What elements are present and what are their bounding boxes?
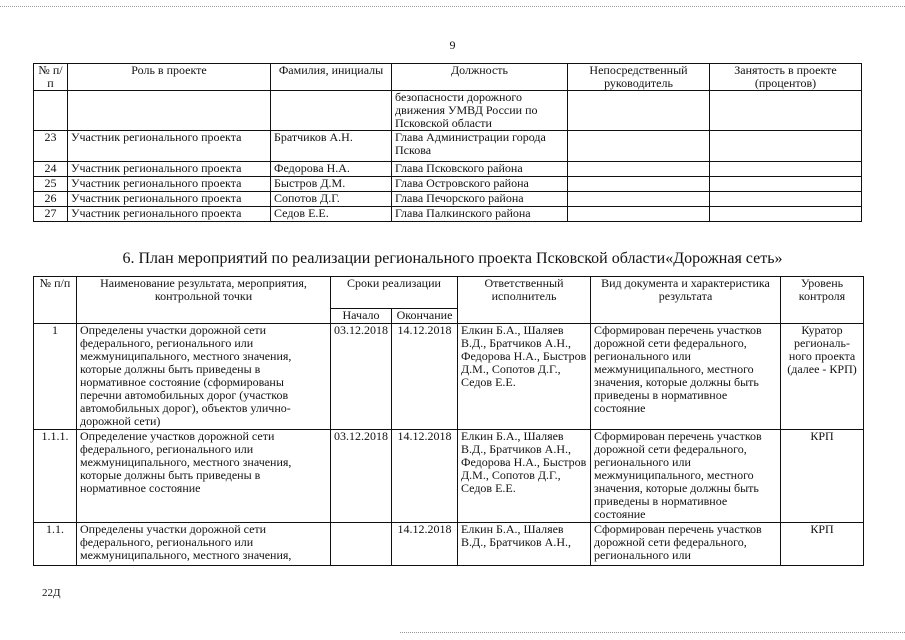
cell-end: 14.12.2018 bbox=[392, 523, 458, 566]
cell-name bbox=[77, 523, 331, 566]
cell-supervisor bbox=[568, 207, 710, 222]
cell-num: 27 bbox=[34, 207, 68, 222]
t2-header-num: № п/п bbox=[34, 277, 77, 324]
cell-num: 1.1. bbox=[34, 523, 77, 566]
cell-supervisor bbox=[568, 162, 710, 177]
project-participants-table bbox=[33, 63, 862, 222]
cell-name: Братчиков А.Н. bbox=[271, 131, 392, 162]
cell-name bbox=[271, 91, 392, 131]
cell-position: Глава Палкинского района bbox=[392, 207, 568, 222]
cell-start bbox=[331, 523, 392, 566]
cell-end: 14.12.2018 bbox=[392, 324, 458, 430]
section-title: 6. План мероприятий по реализации регионального проекта Псковской области«Дорожная сеть» bbox=[122, 250, 783, 267]
cell-role: Участник регионального проекта bbox=[68, 177, 271, 192]
cell-executor bbox=[458, 523, 591, 566]
cell-end: 14.12.2018 bbox=[392, 430, 458, 523]
footer-code: 22Д bbox=[42, 587, 61, 599]
t2-header-doc: Вид документа и характеристика результата bbox=[591, 277, 781, 324]
cell-doc: Сформирован перечень участков дорожной сети федерального, регионального или межмуниципального, местного значения, которые должны быть приведены в нормативное состояние bbox=[591, 430, 781, 523]
t2-header-end: Окончание bbox=[392, 309, 458, 324]
cell-doc bbox=[591, 523, 781, 566]
page-number: 9 bbox=[449, 38, 456, 52]
cell-employment bbox=[710, 131, 862, 162]
t1-header-position: Должность bbox=[392, 64, 568, 91]
cell-position: Глава Островского района bbox=[392, 177, 568, 192]
cell-employment bbox=[710, 162, 862, 177]
table-row bbox=[34, 207, 862, 222]
cell-name: Сопотов Д.Г. bbox=[271, 192, 392, 207]
table-row bbox=[34, 131, 862, 162]
cell-start: 03.12.2018 bbox=[331, 324, 392, 430]
cell-role bbox=[68, 91, 271, 131]
bottom-scan-edge bbox=[400, 632, 905, 633]
cell-position: Глава Администрации города Пскова bbox=[392, 131, 568, 162]
cell-employment bbox=[710, 192, 862, 207]
cell-supervisor bbox=[568, 91, 710, 131]
cell-num: 26 bbox=[34, 192, 68, 207]
cell-position: безопасности дорожного движения УМВД России по Псковской области bbox=[392, 91, 568, 131]
cell-name bbox=[77, 430, 331, 523]
table-row bbox=[34, 523, 864, 566]
cell-start: 03.12.2018 bbox=[331, 430, 392, 523]
cell-position: Глава Псковского района bbox=[392, 162, 568, 177]
action-plan-table bbox=[33, 276, 864, 566]
cell-role: Участник регионального проекта bbox=[68, 131, 271, 162]
t2-header-dates: Сроки реализации bbox=[331, 277, 458, 309]
table-row bbox=[34, 430, 864, 523]
t1-header-name: Фамилия, инициалы bbox=[271, 64, 392, 91]
cell-supervisor bbox=[568, 131, 710, 162]
cell-name: Быстров Д.М. bbox=[271, 177, 392, 192]
cell-doc: Сформирован перечень участков дорожной сети федерального, регионального или межмуниципального, местного значения, которые должны быть приведены в нормативное состояние bbox=[591, 324, 781, 430]
table-row bbox=[34, 324, 864, 430]
table2-header-row bbox=[34, 277, 864, 309]
cell-employment bbox=[710, 207, 862, 222]
cell-role: Участник регионального проекта bbox=[68, 207, 271, 222]
cell-level: КРП bbox=[781, 430, 864, 523]
cell-num: 23 bbox=[34, 131, 68, 162]
cell-position: Глава Печорского района bbox=[392, 192, 568, 207]
cell-employment bbox=[710, 91, 862, 131]
cell-executor-text: Елкин Б.А., Шаляев В.Д., Братчиков А.Н., bbox=[461, 523, 572, 549]
cell-num bbox=[34, 91, 68, 131]
cell-supervisor bbox=[568, 177, 710, 192]
table1-header-row bbox=[34, 64, 862, 91]
cell-name-text: Определены участки дорожной сети федерального, регионального или межмуниципального, местного значения, которые должны быть приведены в нормативное состояние (сформированы перечни автомобильных дорог (участков автомобильных дорог), объектов улично-дорожной сети) bbox=[80, 324, 292, 428]
cell-employment bbox=[710, 177, 862, 192]
cell-level: КРП bbox=[781, 523, 864, 566]
t1-header-supervisor: Непосредственный руководитель bbox=[568, 64, 710, 91]
cell-role: Участник регионального проекта bbox=[68, 192, 271, 207]
cell-supervisor bbox=[568, 192, 710, 207]
top-scan-edge bbox=[0, 6, 905, 7]
cell-num: 1.1.1. bbox=[34, 430, 77, 523]
cell-level: Куратор региональ-ного проекта (далее - КРП) bbox=[781, 324, 864, 430]
cell-name: Федорова Н.А. bbox=[271, 162, 392, 177]
cell-num: 1 bbox=[34, 324, 77, 430]
t2-header-level: Уровень контроля bbox=[781, 277, 864, 324]
cell-doc-text: Сформирован перечень участков дорожной сети федерального, регионального или bbox=[594, 523, 762, 562]
cell-role: Участник регионального проекта bbox=[68, 162, 271, 177]
t2-header-name: Наименование результата, мероприятия, контрольной точки bbox=[77, 277, 331, 324]
table-row bbox=[34, 177, 862, 192]
t1-header-employment: Занятость в проекте (процентов) bbox=[710, 64, 862, 91]
t1-header-num: № п/п bbox=[34, 64, 68, 91]
cell-executor: Елкин Б.А., Шаляев В.Д., Братчиков А.Н., Федорова Н.А., Быстров Д.М., Сопотов Д.Г., Седов Е.Е. bbox=[458, 430, 591, 523]
t2-header-executor: Ответственный исполнитель bbox=[458, 277, 591, 324]
t2-header-start: Начало bbox=[331, 309, 392, 324]
table-row bbox=[34, 91, 862, 131]
cell-num: 24 bbox=[34, 162, 68, 177]
table-row bbox=[34, 192, 862, 207]
cell-name bbox=[77, 324, 331, 430]
table-row bbox=[34, 162, 862, 177]
t1-header-role: Роль в проекте bbox=[68, 64, 271, 91]
cell-name: Седов Е.Е. bbox=[271, 207, 392, 222]
cell-executor: Елкин Б.А., Шаляев В.Д., Братчиков А.Н., Федорова Н.А., Быстров Д.М., Сопотов Д.Г., Седов Е.Е. bbox=[458, 324, 591, 430]
cell-name-text: Определены участки дорожной сети федерального, регионального или межмуниципального, местного значения, bbox=[80, 523, 292, 562]
cell-num: 25 bbox=[34, 177, 68, 192]
cell-name-text: Определение участков дорожной сети федерального, регионального или межмуниципального, местного значения, которые должны быть приведены в нормативное состояние bbox=[80, 430, 292, 495]
